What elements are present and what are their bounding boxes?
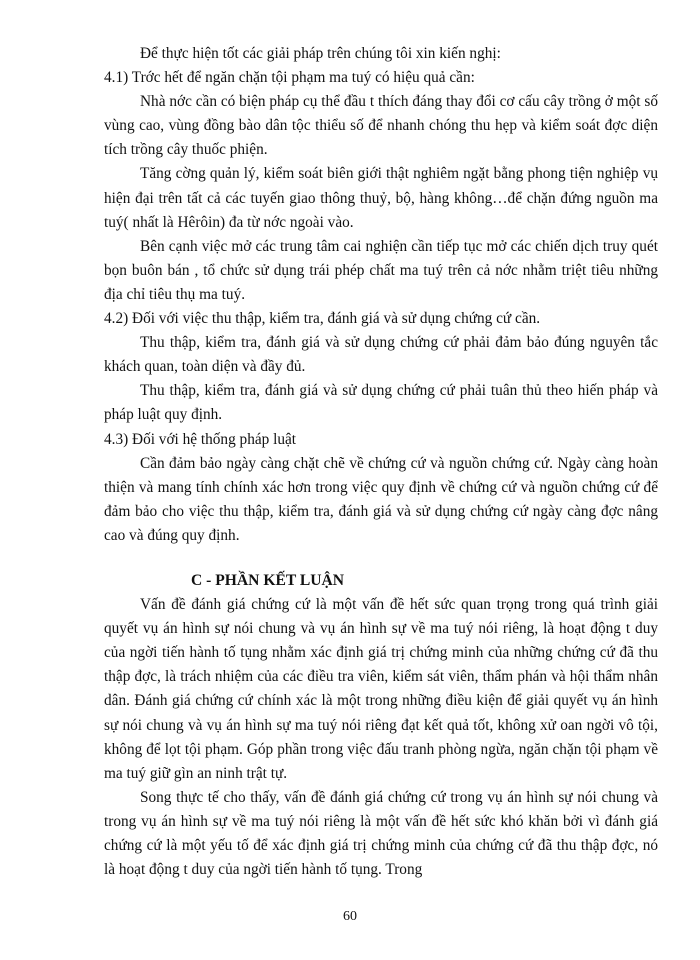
paragraph: Song thực tế cho thấy, vấn đề đánh giá chứng cứ trong vụ án hình sự nói chung và trong vụ án hình sự về ma tuý nói riêng là một vấn đề hết sức khó khăn bởi vì đánh giá chứng cứ là một yếu tố để xác định giá trị chứng minh của chứng cứ đã thu thập đợc, nó là hoạt động t duy của ngời tiến hành tố tụng. Trong	[104, 788, 658, 879]
paragraph: Nhà nớc cần có biện pháp cụ thể đầu t thích đáng thay đổi cơ cấu cây trồng ở một số vùng cao, vùng đồng bào dân tộc thiểu số để nhanh chóng thu hẹp và kiểm soát đợc diện tích trồng cây thuốc phiện.	[104, 93, 658, 159]
subsection-label: 4.3) Đối với hệ thống pháp luật	[104, 430, 297, 448]
paragraph: Tăng cờng quản lý, kiểm soát biên giới thật nghiêm ngặt bằng phong tiện nghiệp vụ hiện đại trên tất cả các tuyến giao thông thuỷ, bộ, hàng không…để chặn đứng nguồn ma tuý( nhất là Hêrôin) đa từ nớc ngoài vào.	[104, 165, 658, 231]
subsection-label: 4.2) Đối với việc thu thập, kiểm tra, đánh giá và sử dụng chứng cứ cần.	[104, 310, 541, 328]
section-heading: C - PHẦN KẾT LUẬN	[191, 571, 345, 589]
paragraph: Để thực hiện tốt các giải pháp trên chúng tôi xin kiến nghị:	[140, 45, 501, 62]
paragraph: Cần đảm bảo ngày càng chặt chẽ về chứng cứ và nguồn chứng cứ. Ngày càng hoàn thiện và mang tính chính xác hơn trong việc quy định về chứng cứ và nguồn chứng cứ để đảm bảo cho việc thu thập, kiểm tra, đánh giá và sử dụng chứng cứ ngày càng đợc nâng cao và đúng quy định.	[104, 454, 658, 544]
paragraph: Thu thập, kiểm tra, đánh giá và sử dụng chứng cứ phải đảm bảo đúng nguyên tắc khách quan, toàn diện và đầy đủ.	[104, 334, 658, 376]
paragraph: Bên cạnh việc mở các trung tâm cai nghiện cần tiếp tục mở các chiến dịch truy quét bọn buôn bán , tổ chức sử dụng trái phép chất ma tuý trên cả nớc nhằm triệt tiêu những địa chỉ tiêu thụ ma tuý.	[104, 237, 658, 303]
subsection-label: 4.1) Trớc hết để ngăn chặn tội phạm ma tuý có hiệu quả cần:	[104, 69, 475, 87]
page-number: 60	[343, 909, 357, 924]
paragraph: Thu thập, kiểm tra, đánh giá và sử dụng chứng cứ phải tuân thủ theo hiến pháp và pháp luật quy định.	[104, 382, 658, 424]
paragraph: Vấn đề đánh giá chứng cứ là một vấn đề hết sức quan trọng trong quá trình giải quyết vụ án hình sự nói chung và vụ án hình sự về ma tuý nói riêng, là hoạt động t duy của ngời tiến hành tố tụng nhằm xác định giá trị chứng minh của những chứng cứ đã thu thập đợc, là trách nhiệm của các điều tra viên, kiểm sát viên, thẩm phán và hội thẩm nhân dân. Đánh giá chứng cứ chính xác là một trong những điều kiện để giải quyết vụ án hình sự nói chung và vụ án hình sự ma tuý nói riêng đạt kết quả tốt, không xử oan ngời vô tội, không để lọt tội phạm. Góp phần trong việc đấu tranh phòng ngừa, ngăn chặn tội phạm về ma tuý giữ gìn an ninh trật tự.	[104, 596, 658, 782]
body-text	[104, 42, 658, 882]
